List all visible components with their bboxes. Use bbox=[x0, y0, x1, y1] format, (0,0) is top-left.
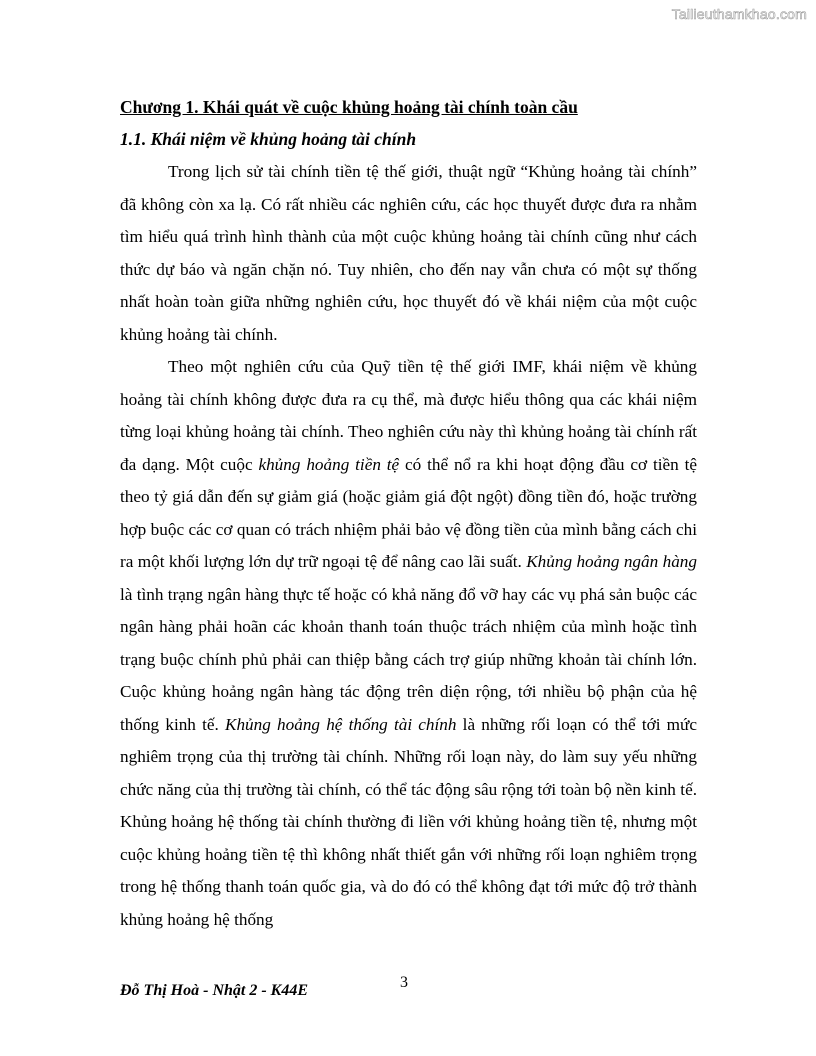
document-body bbox=[120, 92, 697, 936]
paragraph-2-text-4: là những rối loạn có thể tới mức nghiêm trọng của thị trường tài chính. Những rối loạn này, do làm suy yếu những chức năng của thị trường tài chính, có thể tác động sâu rộng tới toàn bộ nền kinh tế. Khủng hoảng hệ thống tài chính thường đi liền với khủng hoảng tiền tệ, nhưng một cuộc khủng hoảng tiền tệ thì không nhất thiết gắn với những rối loạn nghiêm trọng trong hệ thống thanh toán quốc gia, và do đó có thể không đạt tới mức độ trở thành khủng hoảng hệ thống bbox=[120, 714, 697, 929]
chapter-title: Chương 1. Khái quát về cuộc khủng hoảng tài chính toàn cầu bbox=[120, 97, 578, 117]
page-number: 3 bbox=[400, 974, 408, 991]
paragraph-2-text-3: là tình trạng ngân hàng thực tế hoặc có khả năng đổ vỡ hay các vụ phá sản buộc các ngân hàng phải hoãn các khoản thanh toán thuộc trách nhiệm của mình hoặc tình trạng buộc chính phủ phải can thiệp bằng cách trợ giúp những khoản tài chính lớn. Cuộc khủng hoảng ngân hàng tác động trên diện rộng, tới nhiều bộ phận của hệ thống kinh tế. bbox=[120, 584, 697, 734]
footer-author: Đỗ Thị Hoà - Nhật 2 - K44E bbox=[120, 982, 309, 999]
term-financial-system-crisis: Khủng hoảng hệ thống tài chính bbox=[225, 714, 457, 734]
paragraph-2-text-2: có thể nổ ra khi hoạt động đầu cơ tiền tệ theo tỷ giá dẫn đến sự giảm giá (hoặc giảm giá đột ngột) đồng tiền đó, hoặc trường hợp buộc các cơ quan có trách nhiệm phải bảo vệ đồng tiền của mình bằng cách chi ra một khối lượng lớn dự trữ ngoại tệ để nâng cao lãi suất. bbox=[120, 454, 697, 571]
section-title: 1.1. Khái niệm về khủng hoảng tài chính bbox=[120, 129, 417, 149]
paragraph-2-text-1: Theo một nghiên cứu của Quỹ tiền tệ thế giới IMF, khái niệm về khủng hoảng tài chính không được đưa ra cụ thể, mà được hiểu thông qua các khái niệm từng loại khủng hoảng tài chính. Theo nghiên cứu này thì khủng hoảng tài chính rất đa dạng. Một cuộc bbox=[120, 357, 697, 474]
paragraph-2 bbox=[120, 351, 697, 936]
term-currency-crisis: khủng hoảng tiền tệ bbox=[258, 454, 400, 474]
watermark: Tailieuthamkhao.com bbox=[671, 6, 807, 22]
term-banking-crisis: Khủng hoảng ngân hàng bbox=[526, 552, 697, 571]
paragraph-1: Trong lịch sử tài chính tiền tệ thế giới, thuật ngữ “Khủng hoảng tài chính” đã không còn xa lạ. Có rất nhiều các nghiên cứu, các học thuyết được đưa ra nhằm tìm hiểu quá trình hình thành của một cuộc khủng hoảng tài chính cũng như cách thức dự báo và ngăn chặn nó. Tuy nhiên, cho đến nay vẫn chưa có một sự thống nhất hoàn toàn giữa những nghiên cứu, học thuyết đó về khái niệm của một cuộc khủng hoảng tài chính. bbox=[120, 162, 697, 344]
